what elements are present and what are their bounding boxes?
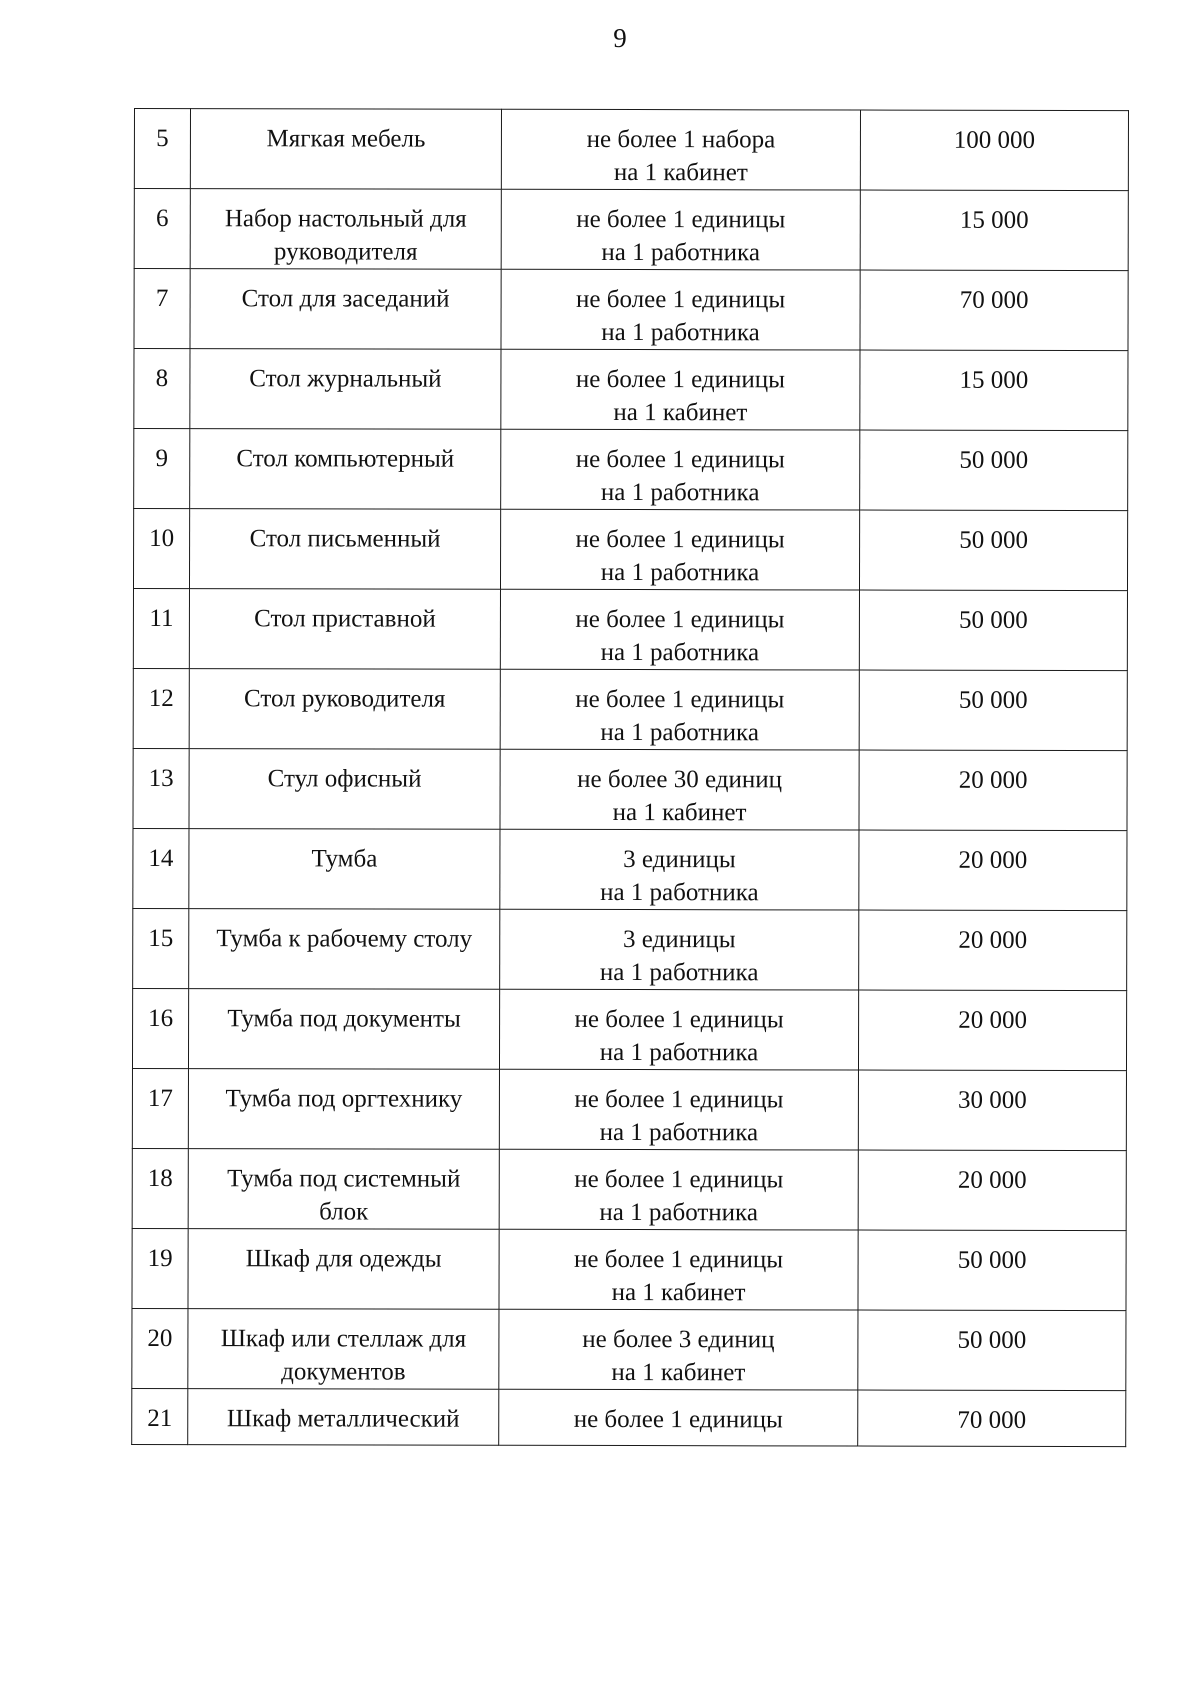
table-row — [132, 1148, 1126, 1230]
row-number-cell: 19 — [132, 1228, 188, 1308]
item-name-line: Шкаф металлический — [226, 1405, 460, 1433]
quantity-norm-cell — [501, 349, 860, 430]
quantity-norm-cell — [501, 269, 860, 350]
quantity-norm-cell — [500, 829, 859, 910]
price-cell: 70 000 — [860, 270, 1128, 351]
item-name-line: Стол письменный — [249, 525, 441, 553]
item-name-cell — [188, 1309, 499, 1390]
quantity-norm-line: не более 1 единицы — [574, 1165, 784, 1194]
item-name-line: Шкаф или стеллаж для — [220, 1325, 467, 1353]
row-number-cell: 15 — [133, 908, 189, 988]
table-row — [132, 1068, 1126, 1150]
table-row — [134, 349, 1128, 431]
item-name-cell — [190, 269, 501, 350]
quantity-norm-line: на 1 работника — [600, 718, 759, 747]
quantity-norm-line: на 1 кабинет — [611, 1359, 746, 1387]
row-number-cell: 20 — [132, 1308, 188, 1388]
table-row — [134, 109, 1128, 191]
item-name-line: документов — [281, 1358, 406, 1386]
price-cell: 15 000 — [860, 190, 1128, 271]
table-row — [133, 908, 1127, 990]
row-number-cell: 12 — [133, 668, 189, 748]
row-number-cell: 13 — [133, 748, 189, 828]
quantity-norm-line: не более 1 единицы — [576, 285, 786, 314]
item-name-line: Стол приставной — [254, 605, 436, 633]
row-number-cell: 8 — [134, 349, 190, 429]
table-row — [133, 509, 1127, 591]
item-name-line: Шкаф для одежды — [245, 1245, 442, 1273]
row-number-cell: 16 — [132, 988, 188, 1068]
row-number-cell: 5 — [134, 109, 190, 189]
quantity-norm-line: не более 1 единицы — [573, 1405, 783, 1434]
page-number: 9 — [613, 23, 627, 53]
row-number-cell: 9 — [134, 429, 190, 509]
quantity-norm-cell — [499, 1069, 858, 1150]
price-cell: 20 000 — [858, 1150, 1126, 1231]
quantity-norm-line: на 1 работника — [600, 478, 760, 507]
table-row — [132, 1308, 1126, 1390]
item-name-cell — [190, 189, 501, 270]
row-number-cell: 18 — [132, 1148, 188, 1228]
quantity-norm-line: на 1 работника — [599, 958, 759, 987]
furniture-norms-table — [131, 108, 1129, 1447]
row-number-cell: 11 — [133, 589, 189, 669]
table-row — [133, 828, 1127, 910]
price-cell: 20 000 — [859, 750, 1127, 831]
quantity-norm-line: не более 1 единицы — [575, 445, 785, 474]
quantity-norm-line: на 1 работника — [599, 1118, 759, 1147]
item-name-line: Тумба к рабочему столу — [216, 925, 473, 953]
quantity-norm-line: на 1 работника — [600, 558, 760, 587]
quantity-norm-line: не более 1 единицы — [575, 365, 786, 394]
price-cell: 70 000 — [858, 1390, 1126, 1447]
quantity-norm-line: на 1 кабинет — [613, 159, 748, 187]
table-row — [132, 1228, 1126, 1310]
quantity-norm-line: не более 1 единицы — [574, 1085, 784, 1114]
quantity-norm-line: на 1 работника — [601, 318, 760, 347]
item-name-cell — [189, 829, 500, 910]
quantity-norm-cell — [500, 909, 859, 990]
quantity-norm-line: не более 1 единицы — [575, 685, 785, 714]
item-name-cell — [189, 669, 500, 750]
price-cell: 50 000 — [859, 510, 1127, 591]
price-cell: 50 000 — [860, 430, 1128, 511]
price-cell: 50 000 — [858, 1310, 1126, 1391]
quantity-norm-line: на 1 работника — [599, 1198, 758, 1227]
table-row — [133, 668, 1127, 750]
price-cell: 20 000 — [859, 830, 1127, 911]
quantity-norm-cell — [499, 989, 858, 1070]
item-name-line: Стол журнальный — [249, 365, 442, 393]
quantity-norm-line: не более 1 набора — [586, 125, 776, 154]
row-number-cell: 17 — [132, 1068, 188, 1148]
quantity-norm-line: на 1 кабинет — [611, 1279, 746, 1307]
item-name-cell — [189, 749, 500, 830]
table-row — [133, 589, 1127, 671]
table-row — [133, 748, 1127, 830]
quantity-norm-line: на 1 работника — [600, 878, 759, 907]
quantity-norm-cell — [500, 509, 859, 590]
quantity-norm-line: не более 1 единицы — [574, 1005, 784, 1034]
quantity-norm-cell — [499, 1309, 858, 1390]
quantity-norm-line: не более 1 единицы — [575, 605, 785, 634]
item-name-line: Стол для заседаний — [241, 285, 450, 313]
row-number-cell: 10 — [133, 509, 189, 589]
item-name-line: Тумба под оргтехнику — [225, 1085, 463, 1113]
quantity-norm-cell — [501, 189, 860, 270]
price-cell: 50 000 — [859, 670, 1127, 751]
item-name-cell — [188, 1069, 499, 1150]
quantity-norm-line: на 1 кабинет — [612, 799, 747, 827]
table-row — [132, 1388, 1126, 1446]
item-name-cell — [188, 989, 499, 1070]
table-row — [134, 269, 1128, 351]
item-name-line: руководителя — [273, 238, 418, 266]
quantity-norm-cell — [500, 589, 859, 670]
item-name-cell — [188, 1229, 499, 1310]
quantity-norm-line: на 1 работника — [600, 638, 760, 667]
item-name-line: Набор настольный для — [224, 205, 467, 233]
item-name-line: Тумба под документы — [227, 1005, 461, 1033]
item-name-cell — [190, 109, 501, 190]
item-name-cell — [189, 589, 500, 670]
quantity-norm-cell — [501, 109, 860, 190]
item-name-line: Тумба под системный — [227, 1165, 461, 1193]
price-cell: 50 000 — [858, 1230, 1126, 1311]
quantity-norm-line: 3 единицы — [622, 926, 736, 954]
quantity-norm-line: не более 3 единиц — [582, 1325, 775, 1354]
price-cell: 15 000 — [860, 350, 1128, 431]
row-number-cell: 14 — [133, 828, 189, 908]
item-name-line: Стол компьютерный — [236, 445, 455, 473]
quantity-norm-cell — [499, 1229, 858, 1310]
row-number-cell: 6 — [134, 189, 190, 269]
quantity-norm-cell — [499, 1149, 858, 1230]
item-name-cell — [189, 509, 500, 590]
table-row — [134, 429, 1128, 511]
quantity-norm-line: не более 1 единицы — [575, 525, 785, 554]
quantity-norm-line: на 1 работника — [599, 1038, 759, 1067]
quantity-norm-cell — [500, 749, 859, 830]
item-name-line: Стол руководителя — [244, 685, 446, 713]
item-name-line: Стул офисный — [267, 765, 422, 793]
item-name-line: Мягкая мебель — [266, 125, 426, 153]
quantity-norm-line: на 1 кабинет — [613, 399, 748, 427]
row-number-cell: 21 — [132, 1388, 188, 1444]
item-name-cell — [188, 1149, 499, 1230]
item-name-line: блок — [319, 1198, 369, 1226]
table-row — [132, 988, 1126, 1070]
row-number-cell: 7 — [134, 269, 190, 349]
price-cell: 100 000 — [860, 110, 1128, 191]
price-cell: 50 000 — [859, 590, 1127, 671]
quantity-norm-cell — [501, 429, 860, 510]
quantity-norm-line: 3 единицы — [623, 846, 736, 874]
quantity-norm-line: не более 1 единицы — [574, 1245, 784, 1274]
price-cell: 30 000 — [858, 1070, 1126, 1151]
table-row — [134, 189, 1128, 271]
item-name-cell — [188, 1389, 499, 1446]
table-body — [132, 109, 1129, 1447]
price-cell: 20 000 — [858, 990, 1126, 1071]
item-name-line: Тумба — [311, 845, 378, 873]
quantity-norm-line: не более 30 единиц — [577, 765, 783, 794]
item-name-cell — [189, 909, 500, 990]
quantity-norm-line: не более 1 единицы — [576, 205, 786, 234]
quantity-norm-cell — [499, 1389, 858, 1446]
quantity-norm-line: на 1 работника — [601, 238, 760, 267]
price-cell: 20 000 — [859, 910, 1127, 991]
quantity-norm-cell — [500, 669, 859, 750]
item-name-cell — [190, 429, 501, 510]
item-name-cell — [190, 349, 501, 430]
